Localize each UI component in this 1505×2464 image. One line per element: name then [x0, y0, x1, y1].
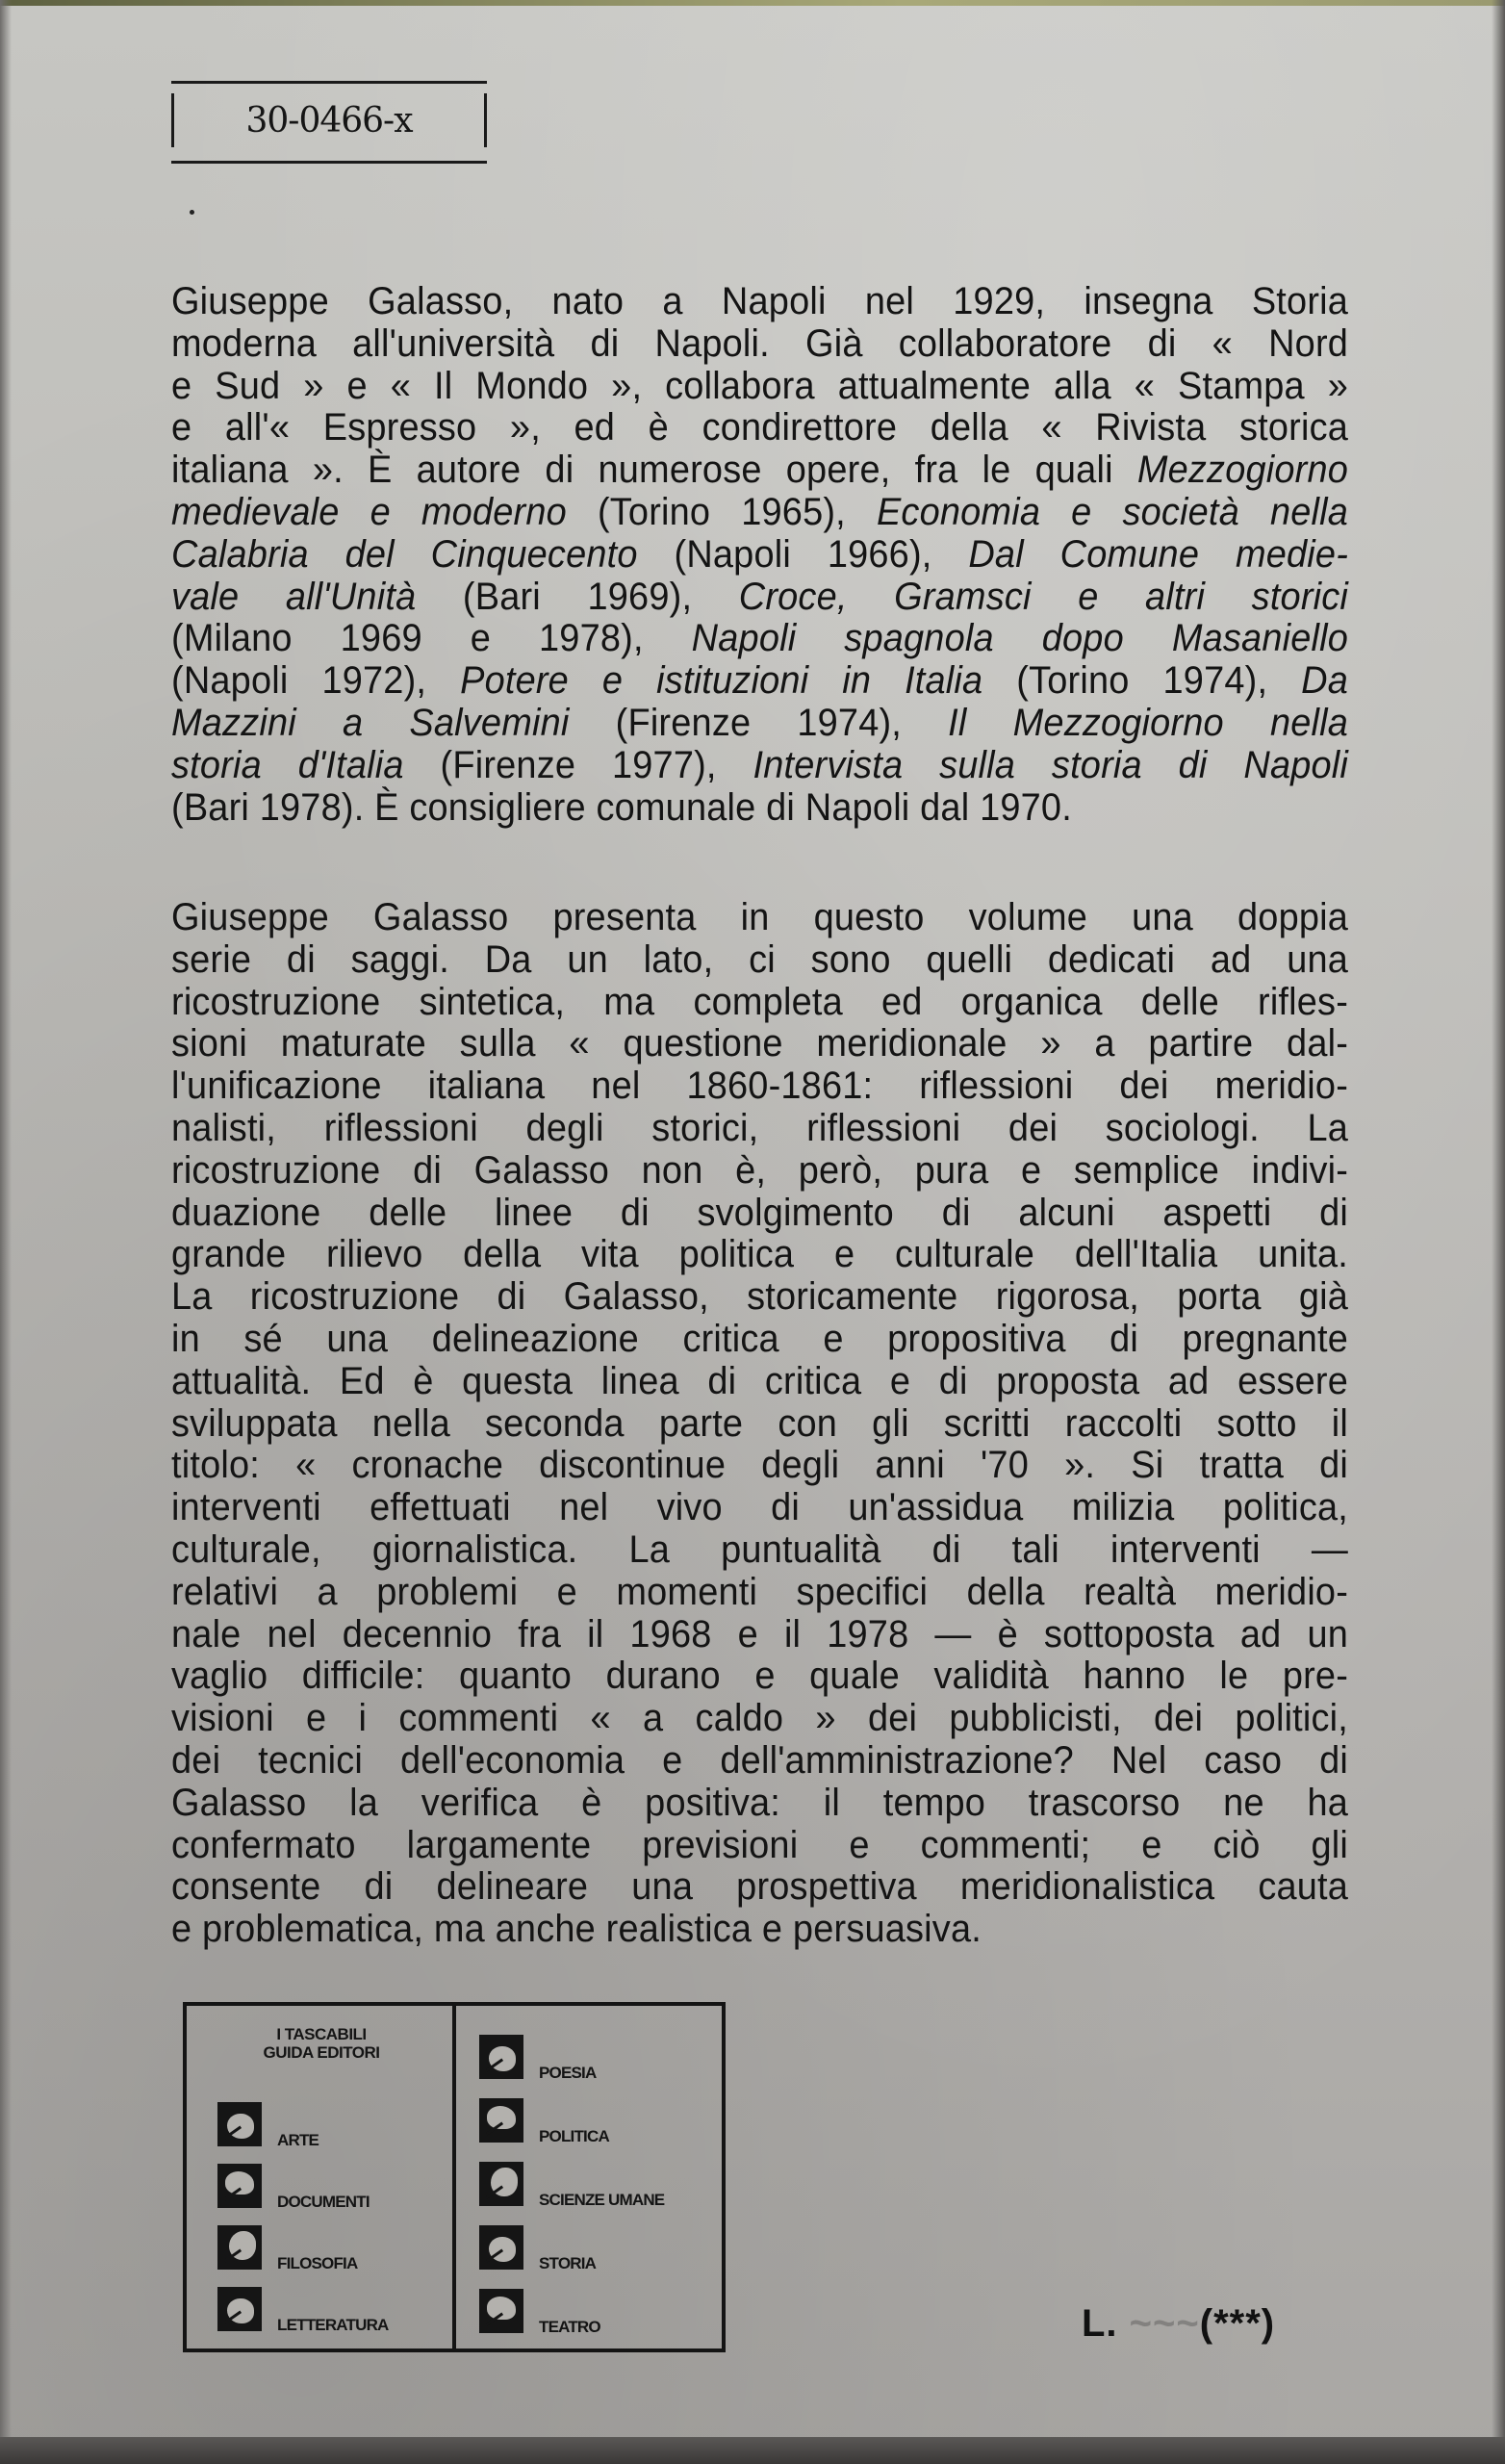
- bio-text: (Milano 1969 e 1978),: [171, 617, 692, 660]
- summary-line: La ricostruzione di Galasso, storicamente rigorosa, porta già: [171, 1275, 1349, 1319]
- cover-bottom-edge: [0, 2437, 1505, 2464]
- series-category-label: ARTE: [277, 2131, 319, 2149]
- bio-line: [171, 534, 1348, 577]
- series-category: [479, 2289, 600, 2336]
- summary-line: ricostruzione di Galasso non è, però, pura e semplice indivi-: [171, 1148, 1349, 1192]
- print-speck: [190, 210, 194, 215]
- book-title: Il Mezzogiorno nella: [948, 701, 1349, 744]
- book-code: 30-0466-x: [245, 101, 413, 141]
- series-category: [479, 2035, 597, 2082]
- bio-line: [171, 618, 1348, 660]
- book-title: medievale e moderno: [171, 490, 567, 533]
- summary-line: sviluppata nella seconda parte con gli scritti raccolti sotto il: [171, 1401, 1349, 1445]
- price: [1082, 2302, 1275, 2346]
- book-title: Dal Comune medie-: [968, 532, 1349, 576]
- summary-line: confermato largamente previsioni e commenti; e ciò gli: [171, 1823, 1349, 1866]
- cover-top-edge: [0, 0, 1505, 6]
- price-suffix: (***): [1199, 2302, 1276, 2345]
- summary-line: nale nel decennio fra il 1968 e il 1978 — è sottoposta ad un: [171, 1612, 1349, 1656]
- summary-line: Giuseppe Galasso presenta in questo volume una doppia: [171, 896, 1349, 938]
- book-title: Da: [1301, 659, 1349, 703]
- teatro-icon: [479, 2289, 523, 2333]
- summary-line: interventi effettuati nel vivo di un'assidua milizia politica,: [171, 1486, 1349, 1529]
- bio-line: [171, 281, 1348, 323]
- summary-line: in sé una delineazione critica e propositiva di pregnante: [171, 1317, 1349, 1360]
- bio-text: Giuseppe Galasso, nato a Napoli nel 1929, insegna Storia: [171, 280, 1349, 322]
- book-title: storia d'Italia: [171, 743, 404, 786]
- series-title: [225, 2025, 418, 2062]
- summary-line: relativi a problemi e momenti specifici della realtà meridio-: [171, 1570, 1349, 1613]
- bio-line: [171, 323, 1348, 366]
- summary-line: serie di saggi. Da un lato, ci sono quelli dedicati ad una: [171, 937, 1349, 981]
- summary-line: sioni maturate sulla « questione meridionale » a partire dal-: [171, 1022, 1349, 1065]
- summary-line: dei tecnici dell'economia e dell'amministrazione? Nel caso di: [171, 1738, 1349, 1782]
- summary-line: titolo: « cronache discontinue degli anni '70 ». Si tratta di: [171, 1444, 1349, 1487]
- bio-text: (Torino 1965),: [566, 490, 877, 533]
- book-title: Napoli spagnola dopo Masaniello: [691, 617, 1349, 660]
- bio-line: [171, 366, 1348, 408]
- bio-text: (Bari 1978). È consigliere comunale di Napoli dal 1970.: [171, 785, 1072, 829]
- bio-text: (Firenze 1977),: [403, 743, 753, 786]
- bio-line: [171, 745, 1348, 787]
- series-category: [217, 2164, 370, 2211]
- summary-line: e problematica, ma anche realistica e persuasiva.: [171, 1908, 982, 1951]
- book-title: Croce, Gramsci e altri storici: [738, 575, 1349, 618]
- summary-line: duazione delle linee di svolgimento di alcuni aspetti di: [171, 1191, 1349, 1234]
- series-category: [479, 2098, 609, 2143]
- bio-line: [171, 492, 1348, 534]
- series-category: [217, 2225, 357, 2270]
- filosofia-icon: [217, 2225, 262, 2270]
- bio-text: moderna all'università di Napoli. Già collaboratore di « Nord: [171, 321, 1349, 365]
- letteratura-icon: [217, 2287, 262, 2331]
- summary-line: visioni e i commenti « a caldo » dei pubblicisti, dei politici,: [171, 1697, 1349, 1740]
- politica-icon: [479, 2098, 523, 2143]
- book-title: Mazzini a Salvemini: [171, 701, 570, 744]
- series-category-label: STORIA: [539, 2254, 597, 2272]
- book-title: Economia e società nella: [876, 490, 1349, 533]
- bio-text: (Bari 1969),: [416, 575, 739, 618]
- documenti-icon: [217, 2164, 262, 2208]
- series-category: [217, 2102, 319, 2149]
- cover-right-edge: [1492, 0, 1505, 2464]
- bio-line: [171, 449, 1348, 492]
- series-category: [479, 2225, 596, 2270]
- bio-line: [171, 787, 1348, 830]
- bio-text: (Firenze 1974),: [569, 701, 949, 744]
- bio-text: e Sud » e « Il Mondo », collabora attualmente alla « Stampa »: [171, 364, 1349, 407]
- series-legend: [183, 2002, 726, 2352]
- book-title: Calabria del Cinquecento: [171, 532, 638, 576]
- storia-icon: [479, 2225, 523, 2270]
- author-bio: [171, 281, 1348, 829]
- bio-text: e all'« Espresso », ed è condirettore della « Rivista storica: [171, 406, 1349, 449]
- book-title: Potere e istituzioni in Italia: [460, 659, 983, 703]
- bio-text: (Torino 1974),: [982, 659, 1302, 703]
- poesia-icon: [479, 2035, 523, 2079]
- summary-line: Galasso la verifica è positiva: il tempo trascorso ne ha: [171, 1781, 1349, 1824]
- series-category-label: SCIENZE UMANE: [539, 2191, 665, 2209]
- price-obscured: ~~~: [1117, 2302, 1200, 2345]
- summary-line: consente di delineare una prospettiva meridionalistica cauta: [171, 1865, 1349, 1909]
- summary-line: vaglio difficile: quanto durano e quale validità hanno le pre-: [171, 1655, 1349, 1698]
- summary-line: grande rilievo della vita politica e culturale dell'Italia unita.: [171, 1233, 1349, 1276]
- arte-icon: [217, 2102, 262, 2146]
- book-title: Intervista sulla storia di Napoli: [752, 743, 1349, 786]
- summary-line: attualità. Ed è questa linea di critica e di proposta ad essere: [171, 1359, 1349, 1402]
- summary-line: culturale, giornalistica. La puntualità di tali interventi —: [171, 1527, 1349, 1571]
- series-category-label: LETTERATURA: [277, 2316, 389, 2334]
- summary-line: ricostruzione sintetica, ma completa ed organica delle rifles-: [171, 980, 1349, 1023]
- bio-line: [171, 660, 1348, 703]
- bio-line: [171, 407, 1348, 449]
- bio-text: italiana ». È autore di numerose opere, fra le quali: [171, 449, 1137, 492]
- book-summary: [171, 897, 1348, 1951]
- summary-line: nalisti, riflessioni degli storici, riflessioni dei sociologi. La: [171, 1106, 1349, 1149]
- book-title: vale all'Unità: [171, 575, 417, 618]
- legend-divider: [452, 2006, 456, 2348]
- series-title-line2: GUIDA EDITORI: [263, 2043, 380, 2062]
- series-category: [479, 2162, 665, 2209]
- series-category: [217, 2287, 389, 2334]
- series-title-line1: I TASCABILI: [276, 2025, 367, 2043]
- series-category-label: TEATRO: [539, 2318, 600, 2336]
- series-category-label: FILOSOFIA: [277, 2254, 358, 2272]
- bio-line: [171, 577, 1348, 619]
- bio-line: [171, 703, 1348, 745]
- scienze-umane-icon: [479, 2162, 523, 2206]
- cover-left-edge: [0, 0, 12, 2464]
- series-category-label: DOCUMENTI: [277, 2193, 370, 2211]
- bio-text: (Napoli 1972),: [171, 659, 461, 703]
- series-category-label: POLITICA: [539, 2127, 609, 2145]
- bio-text: (Napoli 1966),: [637, 532, 969, 576]
- series-category-label: POESIA: [539, 2064, 597, 2082]
- book-code-box: [171, 81, 487, 164]
- summary-line: l'unificazione italiana nel 1860-1861: riflessioni dei meridio-: [171, 1065, 1349, 1108]
- price-prefix: L.: [1082, 2302, 1118, 2345]
- book-title: Mezzogiorno: [1136, 449, 1349, 492]
